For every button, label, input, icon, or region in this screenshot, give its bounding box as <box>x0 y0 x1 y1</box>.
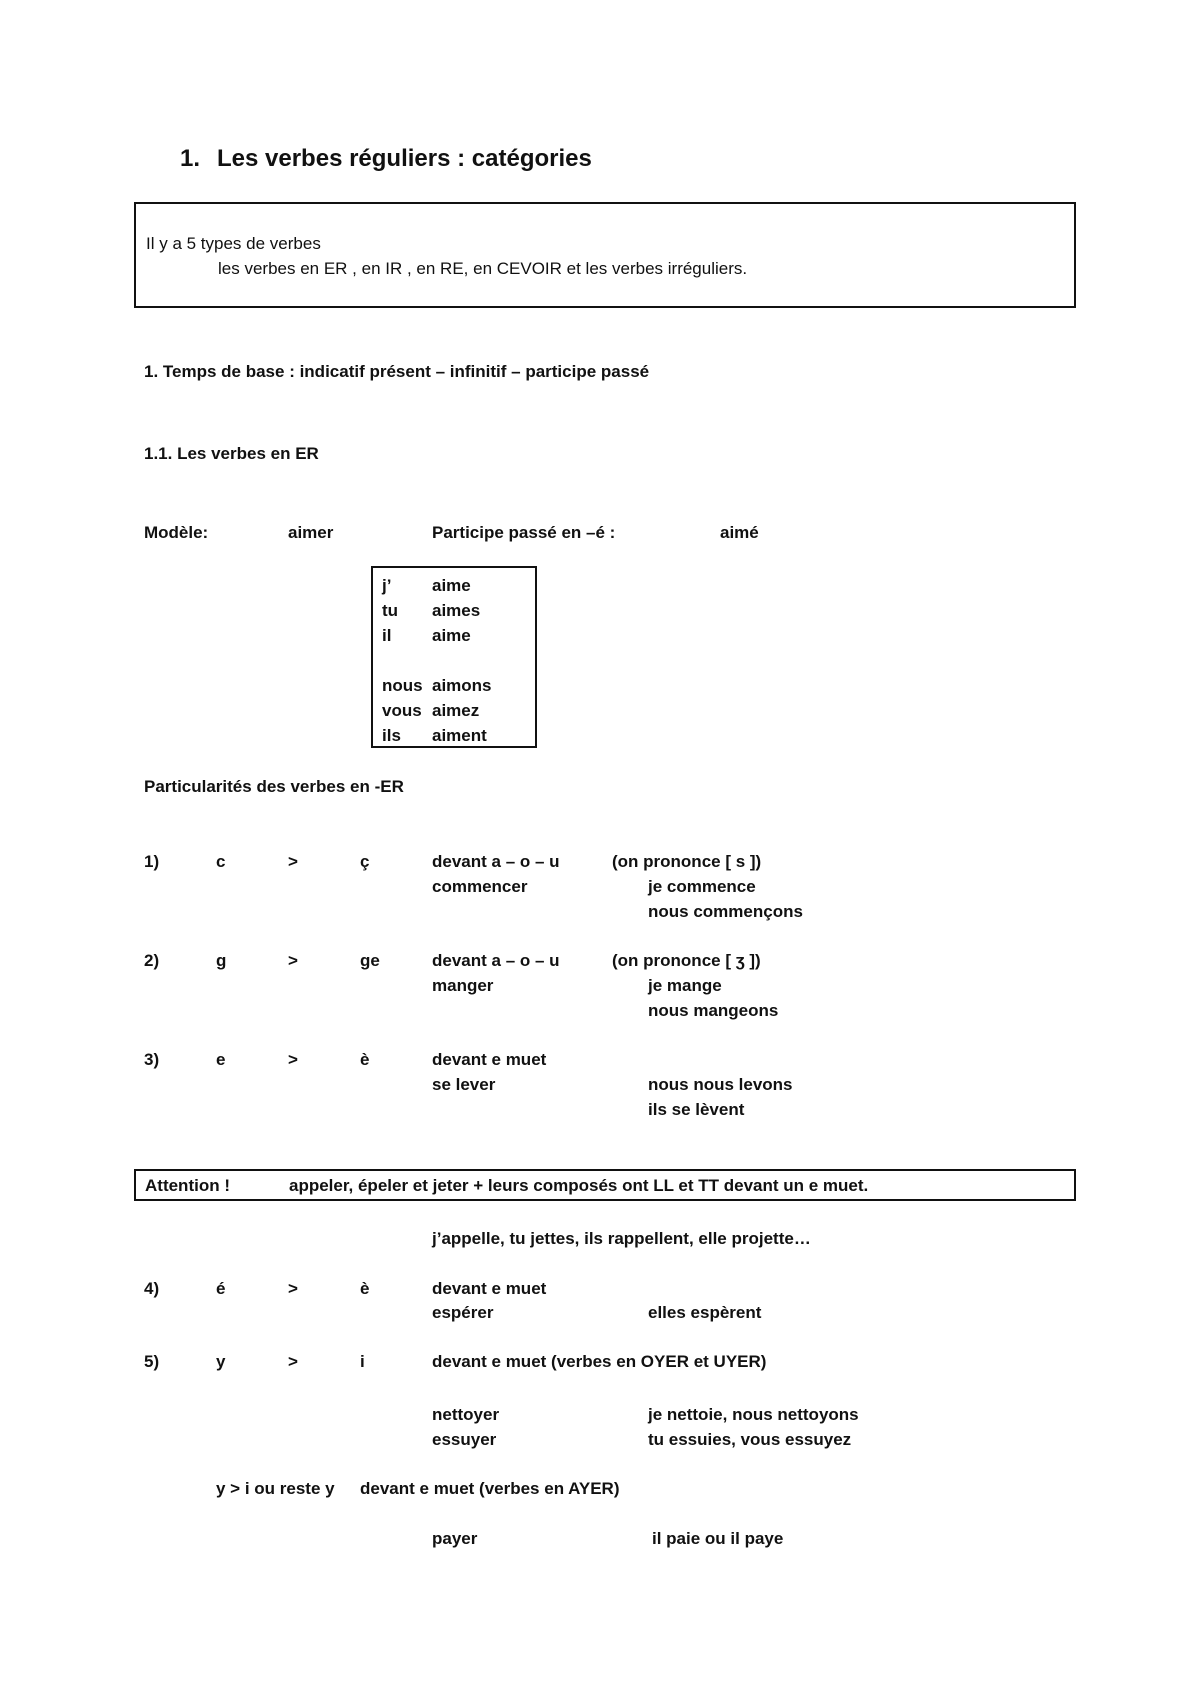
rule-arrow: > <box>288 1279 298 1298</box>
rule-to: è <box>360 1050 370 1069</box>
rule-example: nous nous levons <box>648 1075 793 1094</box>
rule-example: tu essuies, vous essuyez <box>648 1430 852 1449</box>
conj-form: aime <box>432 576 471 595</box>
rule-condition: devant e muet <box>432 1279 547 1298</box>
model-label: Modèle: <box>144 523 209 542</box>
conj-form: aimez <box>432 701 480 720</box>
ayer-verb: payer <box>432 1529 478 1548</box>
rule-from: c <box>216 852 226 871</box>
conj-form: aimes <box>432 601 481 620</box>
rule-to: i <box>360 1352 365 1371</box>
model-verb: aimer <box>288 523 334 542</box>
section-1-title: 1. Temps de base : indicatif présent – infinitif – participe passé <box>144 362 650 381</box>
rule-condition: devant e muet <box>432 1050 547 1069</box>
heading-number: 1. <box>180 145 201 172</box>
conj-pronoun: tu <box>382 601 399 620</box>
intro-box <box>134 202 1076 308</box>
conj-form: aimons <box>432 676 492 695</box>
rule-condition: devant a – o – u <box>432 852 560 871</box>
intro-line-1: Il y a 5 types de verbes <box>146 234 321 253</box>
rule-number: 2) <box>144 951 160 970</box>
attention-text: appeler, épeler et jeter + leurs composés ont LL et TT devant un e muet. <box>289 1176 869 1195</box>
rule-from: y <box>216 1352 226 1371</box>
section-1-1-title: 1.1. Les verbes en ER <box>144 444 319 463</box>
rule-number: 5) <box>144 1352 160 1371</box>
rule-note: (on prononce [ ʒ ]) <box>612 951 761 970</box>
rule-number: 1) <box>144 852 160 871</box>
attention-label: Attention ! <box>145 1176 230 1195</box>
participle-value: aimé <box>720 523 759 542</box>
rule-to: ç <box>360 852 370 871</box>
conj-pronoun: vous <box>382 701 422 720</box>
rule-condition: devant e muet (verbes en OYER et UYER) <box>432 1352 767 1371</box>
rule-to: ge <box>360 951 380 970</box>
rule-arrow: > <box>288 852 298 871</box>
rule-example: je nettoie, nous nettoyons <box>648 1405 859 1424</box>
attention-examples: j’appelle, tu jettes, ils rappellent, elle projette… <box>432 1229 811 1248</box>
attention-box <box>134 1169 1076 1201</box>
rule-verb: se lever <box>432 1075 496 1094</box>
conj-form: aiment <box>432 726 487 745</box>
rule-verb: nettoyer <box>432 1405 500 1424</box>
rule-verb: essuyer <box>432 1430 497 1449</box>
conj-pronoun: il <box>382 626 392 645</box>
rule-verb: manger <box>432 976 494 995</box>
rule-number: 3) <box>144 1050 160 1069</box>
rule-example: ils se lèvent <box>648 1100 745 1119</box>
rule-example: je commence <box>648 877 756 896</box>
rule-note: (on prononce [ s ]) <box>612 852 762 871</box>
rule-number: 4) <box>144 1279 160 1298</box>
page-title: Les verbes réguliers : catégories <box>217 145 592 172</box>
conj-pronoun: ils <box>382 726 401 745</box>
rule-arrow: > <box>288 951 298 970</box>
rule-from: e <box>216 1050 226 1069</box>
rule-from: é <box>216 1279 226 1298</box>
intro-line-2: les verbes en ER , en IR , en RE, en CEVOIR et les verbes irréguliers. <box>218 259 748 278</box>
rule-condition: devant a – o – u <box>432 951 560 970</box>
conj-pronoun: j’ <box>382 576 392 595</box>
rule-example: nous commençons <box>648 902 803 921</box>
participle-label: Participe passé en –é : <box>432 523 616 542</box>
conj-pronoun: nous <box>382 676 423 695</box>
rule-arrow: > <box>288 1352 298 1371</box>
ayer-condition: devant e muet (verbes en AYER) <box>360 1479 620 1498</box>
rule-example: nous mangeons <box>648 1001 779 1020</box>
ayer-example: il paie ou il paye <box>652 1529 784 1548</box>
rule-example: je mange <box>648 976 722 995</box>
ayer-rule: y > i ou reste y <box>216 1479 335 1498</box>
conjugation-table <box>371 566 537 748</box>
rule-arrow: > <box>288 1050 298 1069</box>
rule-example: elles espèrent <box>648 1303 762 1322</box>
rule-to: è <box>360 1279 370 1298</box>
particularities-title: Particularités des verbes en -ER <box>144 777 404 796</box>
conj-form: aime <box>432 626 471 645</box>
rule-verb: espérer <box>432 1303 494 1322</box>
rule-verb: commencer <box>432 877 528 896</box>
rule-from: g <box>216 951 227 970</box>
